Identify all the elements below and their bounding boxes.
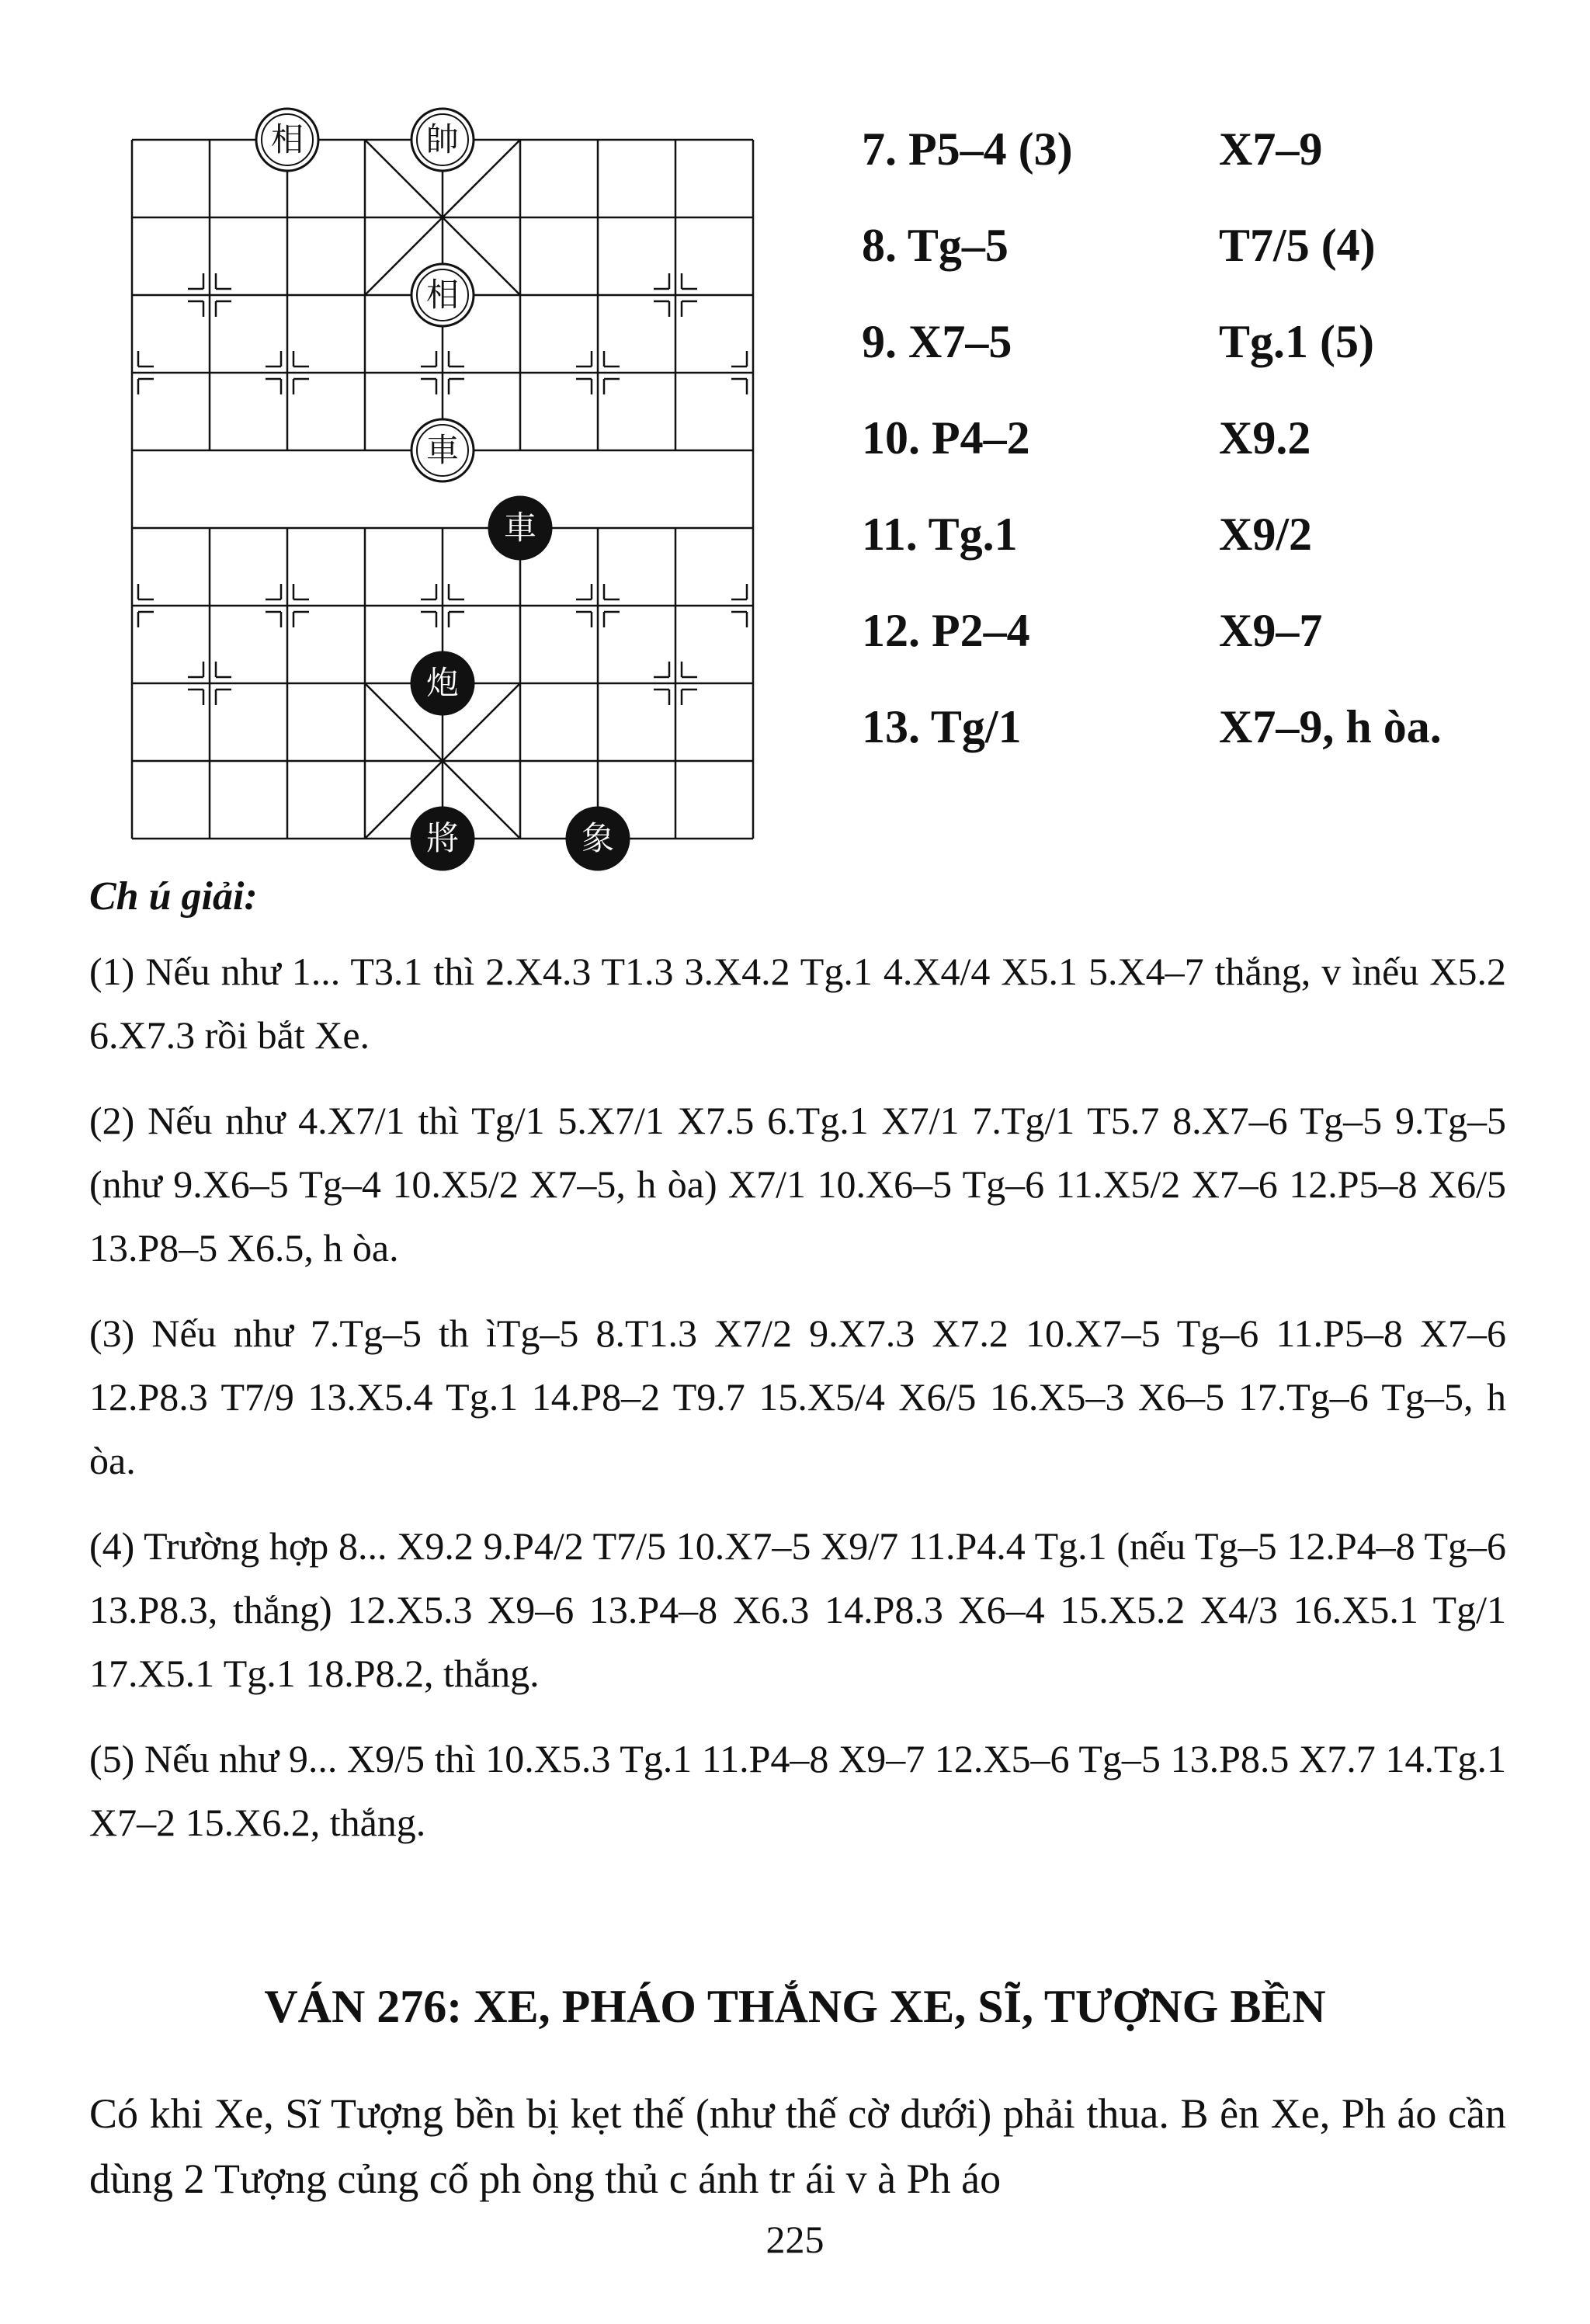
red-general-glyph: 帥 <box>425 120 460 158</box>
red-elephant-glyph: 相 <box>270 120 304 158</box>
red-chariot-glyph: 車 <box>425 431 460 469</box>
move-black: X9.2 <box>1219 412 1311 464</box>
red-general-piece <box>411 109 474 171</box>
red-chariot-piece <box>411 419 474 481</box>
page-number: 225 <box>765 2218 825 2261</box>
move-row <box>862 197 1529 294</box>
note-paragraph: (2) Nếu như 4.X7/1 thì Tg/1 5.X7/1 X7.5 6.Tg.1 X7/1 7.Tg/1 T5.7 8.X7–6 Tg–5 9.Tg–5 (như 9.X6–5 Tg–4 10.X5/2 X7–5, h òa) X7/1 10.X6–5 Tg–6 11.X5/2 X7–6 12.P5–8 X6/5 13.P8–5 X6.5, h òa. <box>89 1099 1506 1270</box>
move-red: 8. Tg–5 <box>862 219 1009 271</box>
move-red: 12. P2–4 <box>862 604 1030 656</box>
move-red: 7. P5–4 (3) <box>862 123 1073 175</box>
move-list <box>862 101 1529 775</box>
notes-heading: Ch ú giải: <box>89 874 258 919</box>
note-paragraph: (5) Nếu như 9... X9/5 thì 10.X5.3 Tg.1 11.P4–8 X9–7 12.X5–6 Tg–5 13.P8.5 X7.7 14.Tg.1 X7–2 15.X6.2, thắng. <box>89 1737 1506 1844</box>
move-black: X7–9, h òa. <box>1219 700 1442 752</box>
black-general-glyph: 將 <box>425 819 460 857</box>
move-red: 9. X7–5 <box>862 315 1012 367</box>
red-elephant-glyph: 相 <box>425 276 460 314</box>
black-chariot-glyph: 車 <box>503 509 537 547</box>
move-row <box>862 582 1529 679</box>
move-row <box>862 679 1529 775</box>
note-paragraph: (4) Trường hợp 8... X9.2 9.P4/2 T7/5 10.X7–5 X9/7 11.P4.4 Tg.1 (nếu Tg–5 12.P4–8 Tg–6 13.P8.3, thắng) 12.X5.3 X9–6 13.P4–8 X6.3 14.P8.3 X6–4 15.X5.2 X4/3 16.X5.1 Tg/1 17.X5.1 Tg.1 18.P8.2, thắng. <box>89 1524 1506 1695</box>
note-paragraph: (3) Nếu như 7.Tg–5 th ìTg–5 8.T1.3 X7/2 9.X7.3 X7.2 10.X7–5 Tg–6 11.P5–8 X7–6 12.P8.3 T7/9 13.X5.4 Tg.1 14.P8–2 T9.7 15.X5/4 X6/5 16.X5–3 X6–5 17.Tg–6 Tg–5, h òa. <box>89 1311 1506 1482</box>
red-elephant-piece <box>256 109 318 171</box>
black-chariot-piece <box>489 497 551 559</box>
notes-section <box>89 940 1506 1876</box>
move-row <box>862 486 1529 582</box>
move-red: 11. Tg.1 <box>862 508 1018 560</box>
black-general-piece <box>411 808 474 870</box>
move-black: X9–7 <box>1219 604 1323 656</box>
black-elephant-glyph: 象 <box>581 819 615 857</box>
move-black: T7/5 (4) <box>1219 219 1376 271</box>
move-row <box>862 101 1529 197</box>
black-elephant-piece <box>567 808 629 870</box>
move-row <box>862 294 1529 390</box>
move-black: Tg.1 (5) <box>1219 315 1374 367</box>
move-row <box>862 390 1529 486</box>
note-paragraph: (1) Nếu như 1... T3.1 thì 2.X4.3 T1.3 3.X4.2 Tg.1 4.X4/4 X5.1 5.X4–7 thắng, v ìnếu X5.2 6.X7.3 rồi bắt Xe. <box>89 950 1506 1057</box>
red-elephant-piece <box>411 264 474 326</box>
black-cannon-glyph: 炮 <box>425 664 460 702</box>
intro-paragraph: Có khi Xe, Sĩ Tượng bền bị kẹt thế (như thế cờ dưới) phải thua. B ên Xe, Ph áo cần dùng 2 Tượng củng cố ph òng thủ c ánh tr ái v à Ph áo <box>89 2090 1506 2202</box>
game-title: VÁN 276: XE, PHÁO THẮNG XE, SĨ, TƯỢNG BỀN <box>264 1981 1326 2032</box>
move-black: X9/2 <box>1219 508 1312 560</box>
black-cannon-piece <box>411 652 474 714</box>
move-red: 13. Tg/1 <box>862 700 1022 752</box>
move-red: 10. P4–2 <box>862 412 1030 464</box>
move-black: X7–9 <box>1219 123 1323 175</box>
xiangqi-board <box>116 101 769 877</box>
